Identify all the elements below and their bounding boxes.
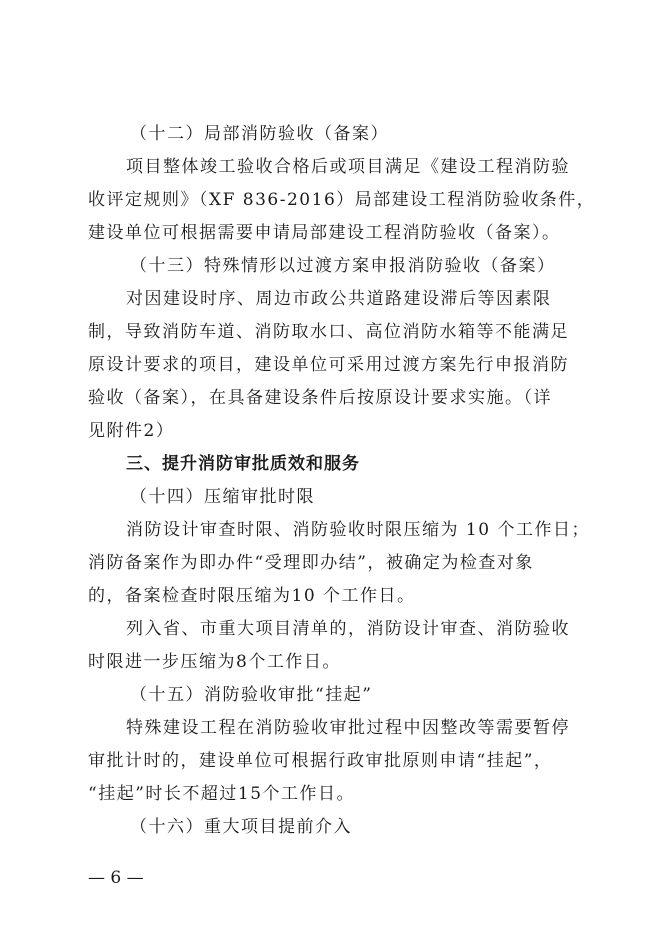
paragraph-line: 见附件2） bbox=[88, 421, 175, 441]
paragraph-line: 消防设计审查时限、消防验收时限压缩为 10 个工作日； bbox=[126, 520, 590, 540]
section-heading-13: （十三）特殊情形以过渡方案申报消防验收（备案） bbox=[130, 256, 556, 276]
section-heading-15: （十五）消防验收审批“挂起” bbox=[130, 685, 373, 705]
paragraph-line: 验收（备案），在具备建设条件后按原设计要求实施。（详 bbox=[88, 388, 552, 408]
paragraph-line: “挂起”时长不超过15个工作日。 bbox=[88, 784, 356, 804]
chapter-heading-3: 三、提升消防审批质效和服务 bbox=[126, 454, 360, 474]
paragraph-line: 消防备案作为即办件“受理即办结”，被确定为检查对象 bbox=[88, 553, 534, 573]
paragraph-line: 的，备案检查时限压缩为10 个工作日。 bbox=[88, 586, 416, 606]
paragraph-line: 审批计时的，建设单位可根据行政审批原则申请“挂起”， bbox=[88, 751, 553, 771]
paragraph-line: 收评定规则》（XF 836-2016）局部建设工程消防验收条件， bbox=[88, 190, 596, 210]
section-heading-12: （十二）局部消防验收（备案） bbox=[130, 124, 389, 144]
paragraph-line: 原设计要求的项目，建设单位可采用过渡方案先行申报消防 bbox=[88, 355, 569, 375]
paragraph-line: 建设单位可根据需要申请局部建设工程消防验收（备案）。 bbox=[88, 223, 561, 243]
paragraph-line: 制，导致消防车道、消防取水口、高位消防水箱等不能满足 bbox=[88, 322, 569, 342]
paragraph-line: 时限进一步压缩为8个工作日。 bbox=[88, 652, 341, 672]
paragraph-line: 特殊建设工程在消防验收审批过程中因整改等需要暂停 bbox=[126, 718, 570, 738]
paragraph-line: 项目整体竣工验收合格后或项目满足《建设工程消防验 bbox=[126, 157, 570, 177]
page-number: — 6 — bbox=[88, 868, 144, 888]
paragraph-line: 列入省、市重大项目清单的，消防设计审查、消防验收 bbox=[126, 619, 570, 639]
section-heading-16: （十六）重大项目提前介入 bbox=[130, 817, 352, 837]
section-heading-14: （十四）压缩审批时限 bbox=[130, 487, 315, 507]
paragraph-line: 对因建设时序、周边市政公共道路建设滞后等因素限 bbox=[126, 289, 552, 309]
